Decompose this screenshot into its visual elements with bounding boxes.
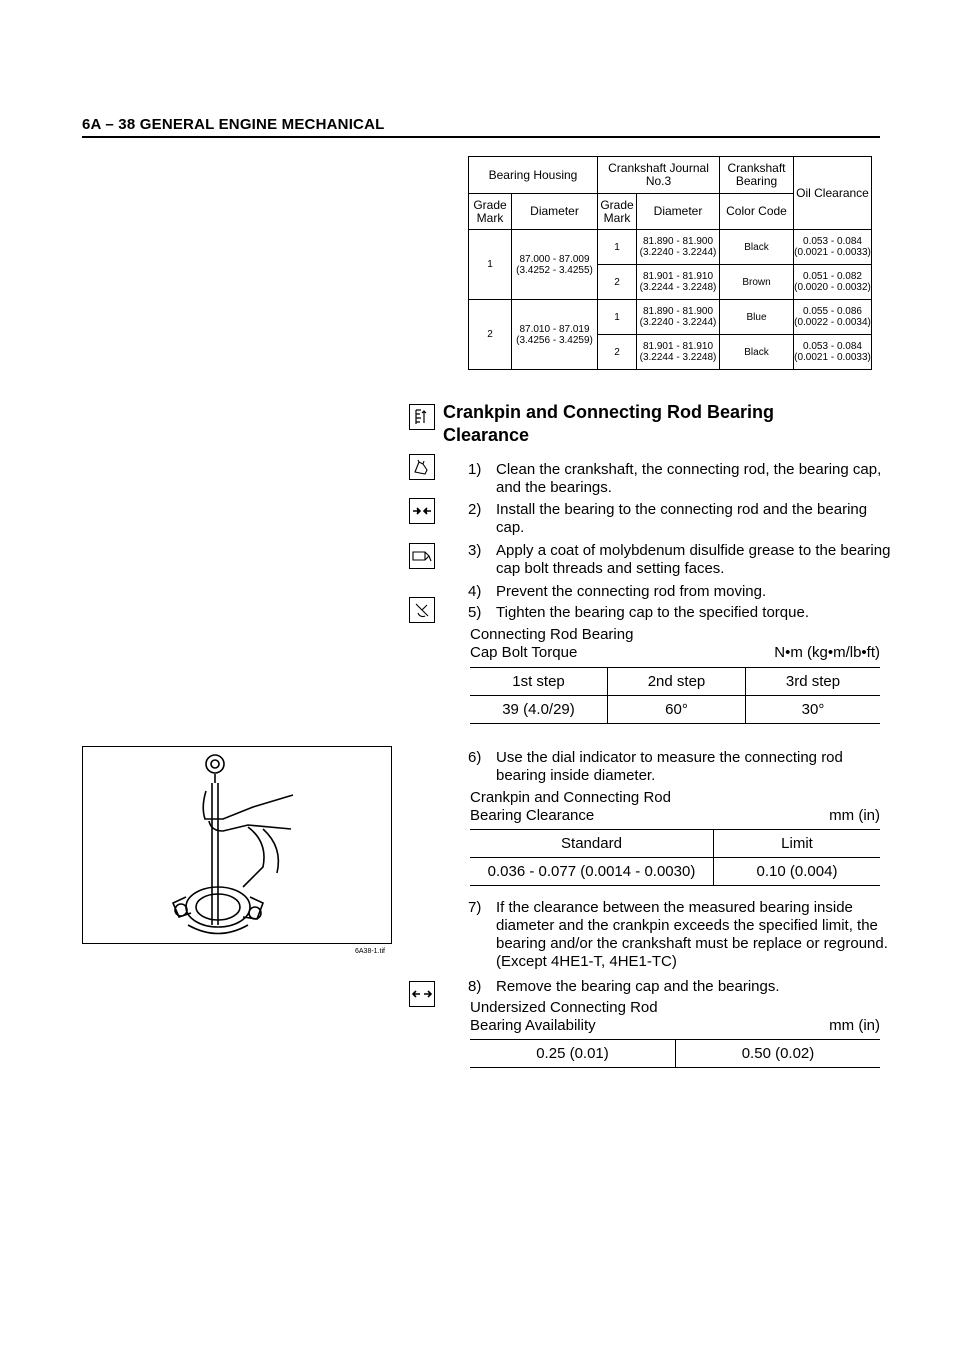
step-text: Tighten the bearing cap to the specified torque. <box>496 604 809 621</box>
table-cell: 81.901 - 81.910 (3.2244 - 3.2248) <box>637 265 720 300</box>
bearing-selection-table <box>468 156 872 370</box>
torque-table <box>470 667 880 724</box>
table-cell: 81.890 - 81.900 (3.2240 - 3.2244) <box>637 300 720 335</box>
header-rule <box>82 136 880 138</box>
table-cell: 60° <box>608 696 746 724</box>
table-header: 2nd step <box>608 668 746 696</box>
th-crankshaft-bearing: Crankshaft Bearing <box>720 157 794 194</box>
table-cell: Blue <box>720 300 794 335</box>
th-color-code: Color Code <box>720 194 794 230</box>
torque-label-1: Connecting Rod Bearing <box>470 626 634 643</box>
th-journal-grade: Grade Mark <box>598 194 637 230</box>
table-cell: 87.010 - 87.019 (3.4256 - 3.4259) <box>512 300 598 370</box>
clearance-unit: mm (in) <box>829 807 880 824</box>
table-cell: 0.055 - 0.086 (0.0022 - 0.0034) <box>794 300 872 335</box>
undersize-label-2: Bearing Availability <box>470 1017 596 1034</box>
page-header: 6A – 38 GENERAL ENGINE MECHANICAL <box>82 116 385 133</box>
step-text: Prevent the connecting rod from moving. <box>496 583 767 600</box>
step-text: Use the dial indicator to measure the connecting rod bearing inside diameter. <box>496 749 843 784</box>
clearance-label-1: Crankpin and Connecting Rod <box>470 789 671 806</box>
measure-icon <box>409 404 435 430</box>
table-cell: 1 <box>598 230 637 265</box>
table-cell: Brown <box>720 265 794 300</box>
step-number: 2) <box>468 501 482 518</box>
th-housing-diameter: Diameter <box>512 194 598 230</box>
table-cell: 0.50 (0.02) <box>676 1040 881 1068</box>
table-cell: 0.25 (0.01) <box>470 1040 676 1068</box>
table-cell: 81.890 - 81.900 (3.2240 - 3.2244) <box>637 230 720 265</box>
step-number: 1) <box>468 461 482 478</box>
table-header: 3rd step <box>746 668 881 696</box>
step-text: Apply a coat of molybdenum disulfide grease to the bearing cap bolt threads and setting faces. <box>496 542 891 577</box>
table-cell: 1 <box>598 300 637 335</box>
table-cell: 0.036 - 0.077 (0.0014 - 0.0030) <box>470 858 714 886</box>
table-cell: 2 <box>469 300 512 370</box>
table-cell: 1 <box>469 230 512 300</box>
th-oil-clearance: Oil Clearance <box>794 157 872 230</box>
step-number: 7) <box>468 899 482 916</box>
section-title: Crankpin and Connecting Rod Bearing Clearance <box>443 402 775 445</box>
step-number: 8) <box>468 978 482 995</box>
undersize-label-1: Undersized Connecting Rod <box>470 999 658 1016</box>
remove-icon <box>409 981 435 1007</box>
dial-indicator-illustration <box>82 746 392 944</box>
step-text: Clean the crankshaft, the connecting rod, the bearing cap, and the bearings. <box>496 461 882 496</box>
th-crankshaft-journal: Crankshaft Journal No.3 <box>598 157 720 194</box>
th-journal-diameter: Diameter <box>637 194 720 230</box>
clearance-table <box>470 829 880 886</box>
step-number: 6) <box>468 749 482 766</box>
undersize-unit: mm (in) <box>829 1017 880 1034</box>
undersize-table <box>470 1039 880 1068</box>
table-header: Limit <box>714 830 881 858</box>
table-cell: Black <box>720 230 794 265</box>
install-icon <box>409 498 435 524</box>
torque-label-2: Cap Bolt Torque <box>470 644 578 661</box>
step-text: If the clearance between the measured bearing inside diameter and the crankpin exceeds the specified limit, the bearing and/or the crankshaft must be replace or reground. (Except 4HE1-T, 4HE1-TC) <box>496 899 888 970</box>
table-cell: 0.051 - 0.082 (0.0020 - 0.0032) <box>794 265 872 300</box>
table-cell: Black <box>720 335 794 370</box>
th-bearing-housing: Bearing Housing <box>469 157 598 194</box>
table-cell: 0.053 - 0.084 (0.0021 - 0.0033) <box>794 335 872 370</box>
figure-caption: 6A38-1.tif <box>355 948 385 955</box>
torque-unit: N•m (kg•m/lb•ft) <box>774 644 880 661</box>
table-cell: 81.901 - 81.910 (3.2244 - 3.2248) <box>637 335 720 370</box>
table-header: 1st step <box>470 668 608 696</box>
tighten-icon <box>409 597 435 623</box>
table-cell: 0.10 (0.004) <box>714 858 881 886</box>
th-housing-grade: Grade Mark <box>469 194 512 230</box>
table-cell: 2 <box>598 335 637 370</box>
table-cell: 0.053 - 0.084 (0.0021 - 0.0033) <box>794 230 872 265</box>
table-header: Standard <box>470 830 714 858</box>
clean-icon <box>409 454 435 480</box>
clearance-label-2: Bearing Clearance <box>470 807 595 824</box>
step-text: Install the bearing to the connecting rod and the bearing cap. <box>496 501 868 536</box>
table-cell: 39 (4.0/29) <box>470 696 608 724</box>
step-number: 5) <box>468 604 482 621</box>
apply-grease-icon <box>409 543 435 569</box>
table-cell: 2 <box>598 265 637 300</box>
table-cell: 87.000 - 87.009 (3.4252 - 3.4255) <box>512 230 598 300</box>
step-text: Remove the bearing cap and the bearings. <box>496 978 780 995</box>
step-number: 3) <box>468 542 482 559</box>
step-number: 4) <box>468 583 482 600</box>
table-cell: 30° <box>746 696 881 724</box>
